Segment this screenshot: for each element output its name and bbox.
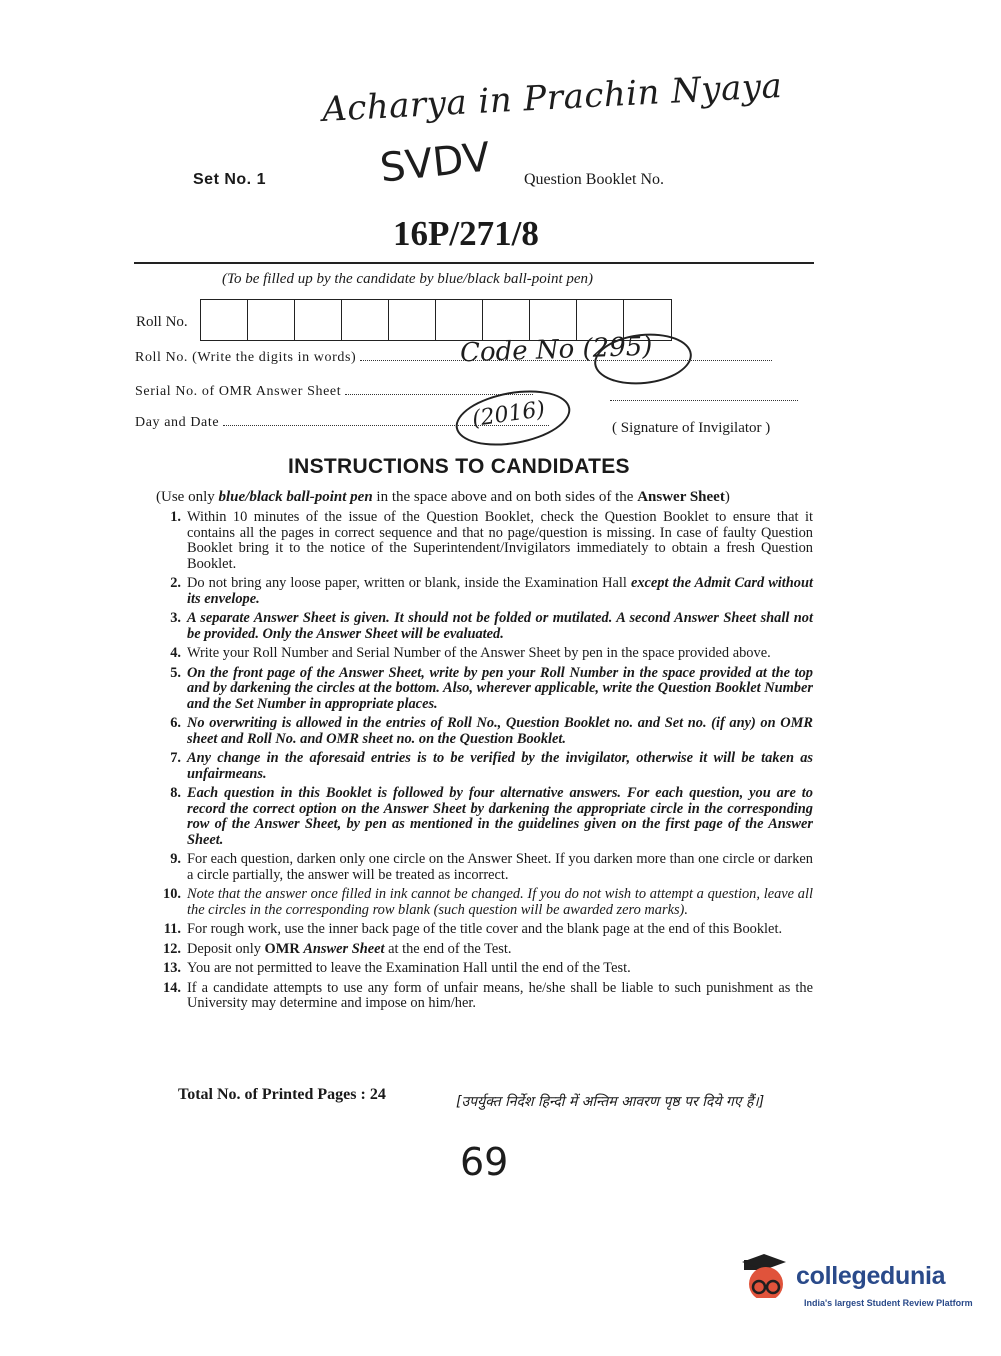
list-item: 10. Note that the answer once filled in ink cannot be changed. If you do not wish to attempt a question, leave all the circles in the corresponding row blank (such question will be awarded zero marks). [163, 886, 813, 918]
handwritten-svdv: SVDV [377, 134, 493, 192]
total-printed-pages: Total No. of Printed Pages : 24 [178, 1086, 386, 1103]
list-item: 11. For rough work, use the inner back page of the title cover and the blank page at the end of this Booklet. [163, 921, 783, 937]
list-item: 8. Each question in this Booklet is followed by four alternative answers. For each question, you are to record the correct option on the Answer Sheet by darkening the appropriate circle in the corresponding row of the Answer Sheet, by pen as mentioned in the guidelines given on the first page of the Answer Sheet. [170, 785, 813, 848]
signature-line[interactable] [610, 400, 798, 401]
logo-wordmark: collegedunia [796, 1262, 946, 1290]
hindi-note: [उपर्युक्त निर्देश हिन्दी में अन्तिम आवरण पृष्ठ पर दिये गए हैं।] [456, 1094, 765, 1110]
handwritten-code: Code No (295) [459, 331, 653, 369]
logo-tagline: India's largest Student Review Platform [804, 1298, 973, 1308]
list-item: 4. Write your Roll Number and Serial Number of the Answer Sheet by pen in the space provided above. [170, 645, 771, 661]
list-item: 7. Any change in the aforesaid entries is to be verified by the invigilator, otherwise it will be taken as unfairmeans. [170, 750, 813, 782]
signature-label: ( Signature of Invigilator ) [612, 420, 771, 436]
list-item: 2. Do not bring any loose paper, written or blank, inside the Examination Hall except the Admit Card without its envelope. [170, 575, 813, 607]
list-item: 14. If a candidate attempts to use any form of unfair means, he/she shall be liable to such punishment as the University may determine and impose on him/her. [163, 979, 813, 1011]
omr-label: Serial No. of OMR Answer Sheet [135, 384, 342, 399]
handwritten-page-number: 69 [460, 1140, 509, 1184]
roll-no-label: Roll No. [136, 314, 188, 330]
date-label: Day and Date [135, 415, 220, 430]
list-item: 6. No overwriting is allowed in the entries of Roll No., Question Booklet no. and Set no. (if any) on OMR sheet and Roll No. and OMR sheet no. on the Question Booklet. [170, 715, 813, 747]
roll-digit-box[interactable] [483, 300, 530, 340]
roll-digit-box[interactable] [342, 300, 389, 340]
question-booklet-no-label: Question Booklet No. [524, 171, 664, 188]
roll-digit-box[interactable] [295, 300, 342, 340]
roll-words-label: Roll No. (Write the digits in words) [135, 350, 357, 365]
list-item: 5. On the front page of the Answer Sheet, write by pen your Roll Number in the space provided at the top and by darkening the circles at the bottom. Also, wherever applicable, write the Question Booklet Number and the Set Number in appropriate places. [170, 664, 813, 712]
list-item: 9. For each question, darken only one circle on the Answer Sheet. If you darken more than one circle or darken a circle partially, the answer will be treated as incorrect. [170, 851, 813, 883]
roll-digit-box[interactable] [389, 300, 436, 340]
set-number: Set No. 1 [193, 171, 266, 188]
instructions-heading: INSTRUCTIONS TO CANDIDATES [288, 455, 630, 478]
roll-digit-box[interactable] [436, 300, 483, 340]
roll-digit-box[interactable] [201, 300, 248, 340]
instructions-list [153, 510, 813, 1016]
handwritten-year: (2016) [470, 397, 547, 432]
roll-digit-box[interactable] [248, 300, 295, 340]
handwritten-subject-title: Acharya in Prachin Nyaya [321, 65, 784, 131]
list-item: 1. Within 10 minutes of the issue of the Question Booklet, check the Question Booklet to ensure that it contains all the pages in correct sequence and that no page/question is missing. In case of faulty Question Booklet bring it to the notice of the Superintendent/Invigilators immediately to obtain a fresh Question Booklet. [170, 509, 813, 572]
list-item: 3. A separate Answer Sheet is given. It should not be folded or mutilated. A second Answer Sheet shall not be provided. Only the Answer Sheet will be evaluated. [170, 610, 813, 642]
header-divider [134, 262, 814, 264]
booklet-code: 16P/271/8 [393, 214, 539, 253]
list-item: 12. Deposit only OMR Answer Sheet at the end of the Test. [163, 940, 512, 957]
omr-row [135, 384, 533, 400]
use-only-note: (Use only blue/black ball-point pen in the space above and on both sides of the Answer Sheet) [156, 489, 730, 505]
list-item: 13. You are not permitted to leave the Examination Hall until the end of the Test. [163, 960, 631, 976]
fill-note: (To be filled up by the candidate by blue/black ball-point pen) [222, 271, 594, 287]
